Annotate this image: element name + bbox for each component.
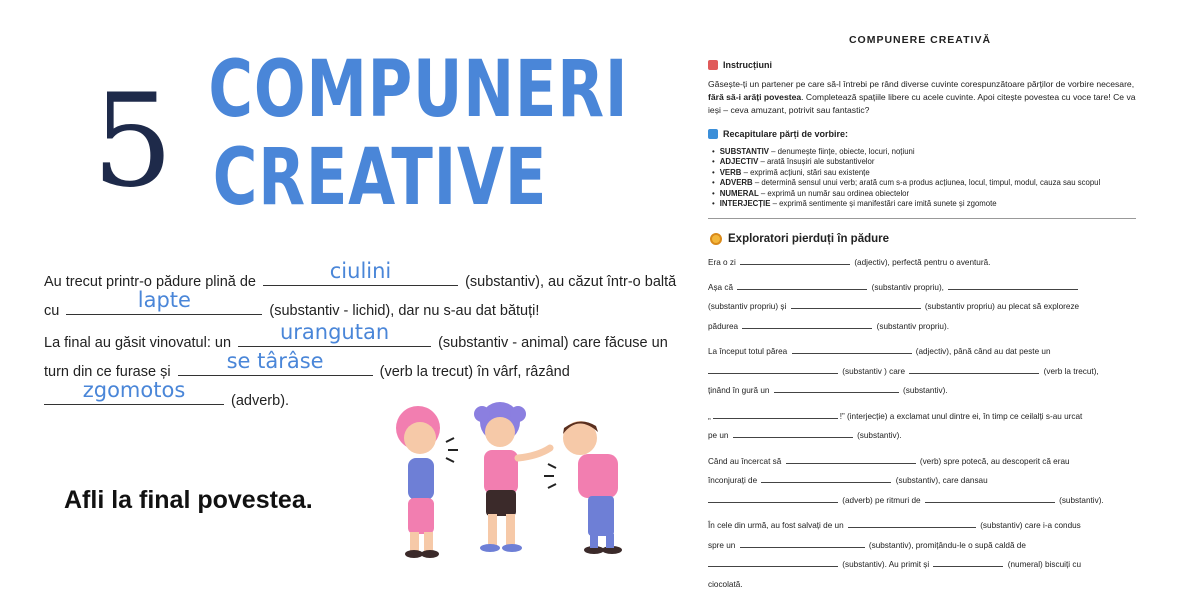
kid-boy-icon [563, 421, 622, 554]
ws-text: (substantiv), care dansau [895, 476, 988, 485]
pos-desc: – exprimă acțiuni, stări sau existențe [741, 167, 870, 177]
pos-desc: – exprimă un număr sau ordinea obiectelor [758, 188, 910, 198]
ws-text: (substantiv) care i-a condus [980, 521, 1081, 530]
ws-text: (substantiv propriu), [871, 282, 944, 292]
ws-blank [708, 366, 838, 374]
ws-line [708, 278, 1138, 337]
ws-text: !” (interjecție) a exclamat unul dintre ei, în timp ce ceilalți s-au urcat [839, 411, 1083, 421]
ws-text: spre un [708, 540, 736, 550]
instructions-heading-label: Instrucțiuni [723, 60, 772, 70]
story-text: (verb la trecut) în vârf, râzând [379, 364, 570, 380]
ws-text: pe un [708, 431, 729, 440]
worksheet-preview [700, 0, 1181, 591]
pos-term: NUMERAL [719, 188, 759, 198]
pos-term: SUBSTANTIV [719, 147, 769, 156]
ws-text: înconjurați de [708, 476, 758, 485]
ws-blank [792, 346, 912, 354]
ws-text: (substantiv propriu) au plecat să exploreze [924, 302, 1080, 311]
ws-text: „ [708, 411, 711, 421]
ws-text: (substantiv propriu). [876, 321, 949, 331]
ws-text: (adjectiv), până când au dat peste un [915, 347, 1051, 356]
pos-desc: – denumește ființe, obiecte, locuri, noțiuni [768, 147, 915, 156]
ws-blank [740, 540, 865, 548]
instructions-part: . Completează spațiile libere cu acele cuvinte. Apoi citește povestea cu voce tare! Ce va ieși – ceva amuzant, potrivit sau fantastic? [708, 92, 1136, 115]
ws-text: La început totul părea [708, 347, 788, 356]
story-text: (substantiv - animal) care făcuse un [438, 335, 668, 351]
ws-text: ținând în gură un [708, 386, 770, 395]
kid-pink-hair-icon [396, 406, 440, 558]
ws-line [708, 407, 1138, 446]
ws-text: ciocolată. [708, 579, 743, 589]
pos-item [712, 178, 1152, 188]
parts-of-speech-list [712, 147, 1152, 209]
ws-text: Când au încercat să [708, 456, 782, 466]
handwritten-answer: se târâse [226, 349, 324, 373]
handwritten-answer: urangutan [279, 320, 390, 344]
ws-blank [761, 475, 891, 483]
pos-term: ADJECTIV [719, 157, 759, 167]
ws-line [708, 516, 1138, 591]
handwritten-answer: lapte [137, 288, 191, 312]
ws-blank [791, 301, 921, 309]
tagline: Afli la final povestea. [64, 486, 313, 514]
story-text: (substantiv), au căzut într-o baltă [465, 274, 677, 290]
story-text: cu [44, 303, 60, 319]
pos-desc: – arată însușiri ale substantivelor [758, 157, 875, 167]
handwritten-answer: ciulini [329, 259, 392, 283]
ws-blank [948, 282, 1078, 290]
story-text: (substantiv - lichid), dar nu s-au dat bătuți! [269, 303, 540, 319]
ws-text: (adverb) pe ritmuri de [842, 495, 921, 505]
instructions-part: Găsește-ți un partener pe care să-l întrebi pe rând diverse cuvinte corespunzătoare părților de vorbire necesare, [708, 79, 1135, 89]
pos-item [712, 157, 1152, 167]
divider [708, 218, 1136, 219]
story-heading [710, 233, 889, 245]
ws-text: (substantiv). [1059, 495, 1104, 505]
pos-item [712, 168, 1152, 178]
ws-blank [733, 430, 853, 438]
answer-blank [178, 349, 373, 376]
ws-text: În cele din urmă, au fost salvați de un [708, 521, 844, 530]
ws-blank [713, 411, 838, 419]
ws-text: (substantiv), promițându-le o supă caldă de [868, 540, 1026, 550]
ws-line [708, 452, 1138, 511]
pos-term: ADVERB [719, 178, 753, 188]
recap-icon [708, 129, 718, 139]
ws-blank [708, 559, 838, 567]
ws-text: Era o zi [708, 258, 736, 267]
ws-text: pădurea [708, 321, 739, 331]
hero-title-line2: CREATIVE [212, 133, 548, 223]
answer-blank [238, 320, 431, 347]
ws-text: (adjectiv), perfectă pentru o aventură. [854, 258, 991, 267]
ws-blank [742, 321, 872, 329]
ws-text: (substantiv). Au primit și [842, 560, 930, 569]
ws-line [708, 253, 1138, 273]
ws-text: (numeral) biscuiți cu [1007, 560, 1082, 569]
ws-text: (verb la trecut), [1043, 366, 1099, 376]
instructions-heading [708, 60, 772, 70]
story-paragraph-1 [44, 259, 684, 326]
compass-icon [710, 233, 722, 245]
worksheet-title: COMPUNERE CREATIVĂ [848, 34, 992, 46]
ws-blank [737, 282, 867, 290]
pos-desc: – exprimă sentimente și manifestări care imită sunete și zgomote [770, 199, 997, 209]
ws-blank [740, 257, 850, 265]
pos-item [712, 147, 1152, 157]
hero-number: 5 [92, 67, 174, 216]
kids-illustration [378, 398, 648, 568]
ws-blank [909, 366, 1039, 374]
recap-heading-label: Recapitulare părți de vorbire: [723, 129, 849, 139]
ws-blank [786, 456, 916, 464]
pin-icon [708, 60, 718, 70]
pos-desc: – determină sensul unui verb; arată cum s-a produs acțiunea, locul, timpul, modul, cauza sau scopul [752, 178, 1101, 188]
kid-purple-hair-icon [474, 402, 550, 552]
story-text: turn din ce furase și [44, 364, 171, 380]
story-text: (adverb). [231, 393, 290, 409]
hero-title-line1: COMPUNERI [208, 45, 629, 135]
hero-title [208, 45, 629, 223]
ws-blank [708, 495, 838, 503]
ws-text: (substantiv propriu) și [708, 302, 787, 311]
ws-text: (verb) spre potecă, au descoperit că erau [919, 456, 1070, 466]
ws-blank [925, 495, 1055, 503]
instructions-bold: fără să-i arăți povestea [708, 92, 802, 102]
pos-item [712, 199, 1152, 209]
story-excerpt [44, 259, 684, 419]
ws-line [708, 342, 1138, 401]
ws-text: (substantiv). [903, 386, 948, 395]
pos-term: VERB [719, 167, 742, 177]
story-title: Exploratori pierduți în pădure [728, 233, 890, 245]
recap-heading [708, 129, 848, 139]
ws-blank [774, 385, 899, 393]
ws-text: (substantiv ) care [842, 366, 906, 376]
story-text: La final au găsit vinovatul: un [44, 335, 232, 351]
ws-text: (substantiv). [857, 431, 902, 440]
pos-term: INTERJECȚIE [719, 199, 771, 209]
pos-item [712, 189, 1152, 199]
ws-text: Așa că [708, 282, 734, 292]
handwritten-answer: zgomotos [82, 378, 186, 402]
story-text: Au trecut printr-o pădure plină de [44, 274, 256, 290]
ws-blank [933, 559, 1003, 567]
ws-blank [848, 520, 976, 528]
answer-blank [66, 288, 262, 315]
instructions-text [708, 78, 1136, 117]
answer-blank [44, 378, 224, 405]
worksheet-story [708, 253, 1138, 591]
answer-blank [263, 259, 458, 286]
